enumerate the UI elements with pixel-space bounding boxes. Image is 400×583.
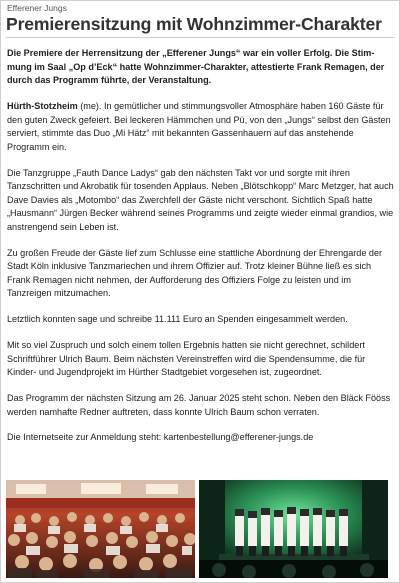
article-paragraph-3: Zu großen Freude der Gäste lief zum Schlusse eine stattliche Abordnung der Ehrengarde der Stadt Köln inklusive Tanzmariechen und ihrem Offizier auf. Trotz kleiner Bühne ließ es sich Frank Remagen nicht nehmen, der Aufforderung des Offiziers Folge zu leisten und im Tanzreigen mitzumachen.	[7, 247, 383, 299]
article-paragraph-1	[7, 100, 395, 154]
article-body	[7, 47, 395, 457]
photo-stage	[199, 480, 388, 578]
photo-strip	[6, 480, 396, 578]
article-lead: Die Premiere der Herrensitzung der „Efferener Jungs“ war ein voller Erfolg. Die Stimmung im Saal „Op d’Eck“ hatte Wohnzimmer-Charakter, attestierte Frank Remagen, der durch das Programm führte, der Veranstaltung.	[7, 48, 385, 86]
article-paragraph-5: Mit so viel Zuspruch und solch einem tollen Ergebnis hatten sie nicht gerechnet, schildert Schriftführer Ulrich Baum. Beim nächsten Vereinstreffen wird die Spendensumme, die für Kinder- und Jugendprojekt im Hürther Stadtgebiet vorgesehen ist, zugeordnet.	[7, 340, 366, 378]
headline-divider	[6, 37, 395, 38]
article-kicker: Efferener Jungs	[7, 3, 67, 13]
dateline-place: Hürth-Stotzheim	[7, 100, 78, 111]
audience-photo-image	[6, 480, 195, 578]
stage-photo-image	[199, 480, 388, 578]
article-paragraph-4: Letztlich konnten sage und schreibe 11.111 Euro an Spenden eingesammelt werden.	[7, 314, 348, 325]
article-paragraph-2: Die Tanzgruppe „Fauth Dance Ladys“ gab den nächsten Takt vor und sorgte mit ihren Tanzschritten und Akrobatik für tosenden Applaus. Neben „Blötschkopp“ Marc Metzger, hat auch Dave Davies als „Motombo“ das Zwerchfell der Gäste nicht verschont. Sichtlich Spaß hatte „Hausmann“ Jürgen Becker während seines Programms und zeigte wieder einmal grandios, wie anstrengend sein Leben ist.	[7, 167, 394, 232]
guard-group	[235, 507, 348, 556]
photo-audience	[6, 480, 195, 578]
paragraph-1-text: (me). In gemütlicher und stimmungsvoller Atmosphäre haben 160 Gäste für den guten Zweck gefeiert. Bei leckeren Hämmchen und Pü, von den „Jungs“ selbst den Gästen serviert, stimmte das Duo „Mi Hätz“ mit bekannten Gassenhauern auf das anstehende Programm ein.	[7, 100, 391, 152]
article-headline: Premierensitzung mit Wohnzimmer-Charakter	[6, 14, 382, 34]
article-paragraph-6: Das Programm der nächsten Sitzung am 26. Januar 2025 steht schon. Neben den Bläck Fööss werden namhafte Redner auftreten, dass konnte Ulrich Baum schon verraten.	[7, 393, 391, 417]
article-paragraph-7: Die Internetseite zur Anmeldung steht: kartenbestellung@efferener-jungs.de	[7, 432, 314, 443]
